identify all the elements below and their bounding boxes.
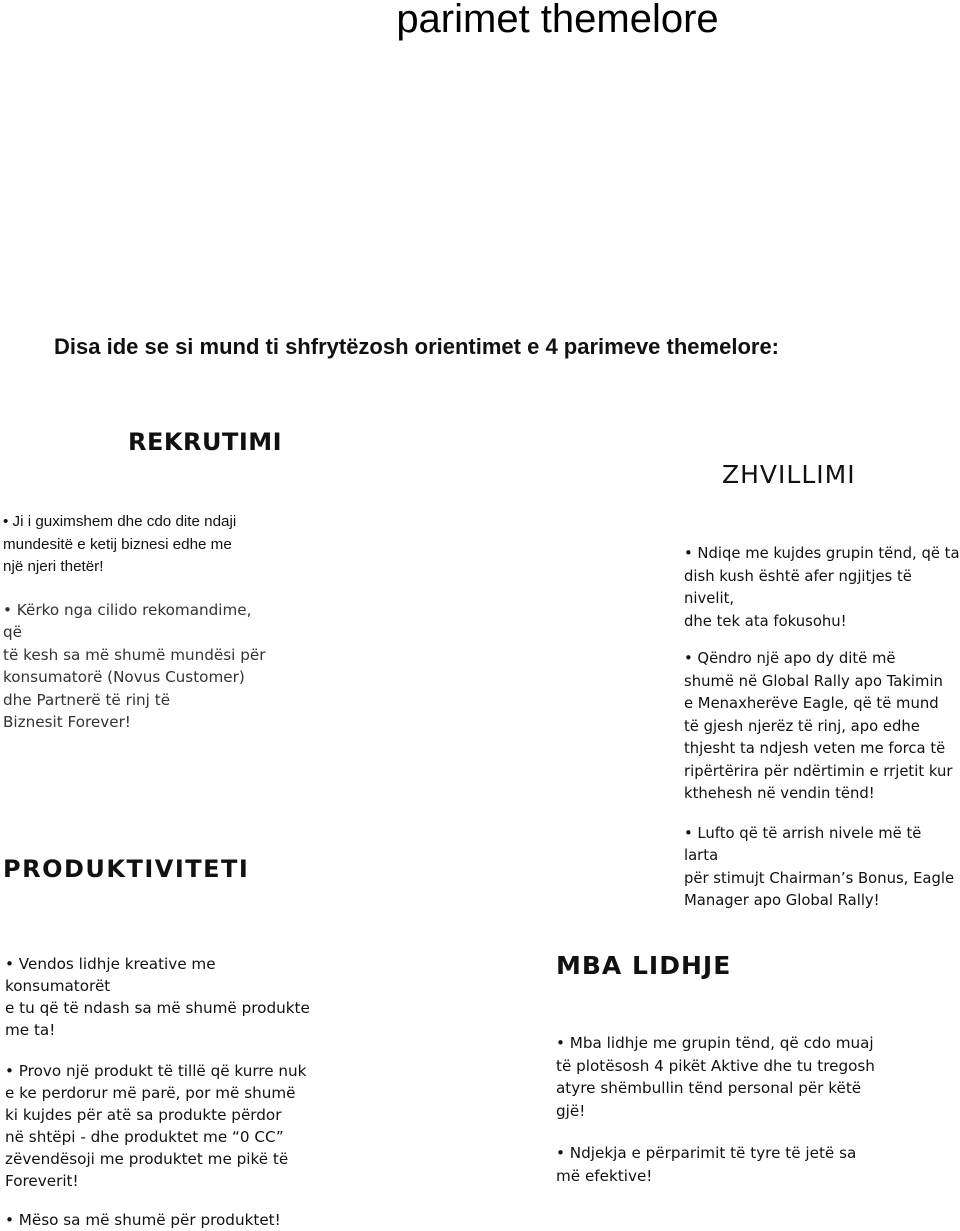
list-item [684, 823, 960, 913]
section-heading-rekrutimi: REKRUTIMI [128, 428, 283, 456]
text-line: shumë në Global Rally apo Takimin [684, 672, 943, 690]
text-line: të kesh sa më shumë mundësi për [3, 645, 266, 664]
text-line: dish kush është afer ngjitjes të nivelit, [684, 567, 912, 607]
text-line: • Qëndro një apo dy ditë më [684, 650, 896, 667]
list-item [3, 511, 275, 579]
list-item [684, 543, 960, 633]
section-heading-zhvillimi: ZHVILLIMI [722, 460, 856, 489]
text-line: mundesitë e ketij biznesi edhe me [3, 535, 232, 553]
text-line: konsumatorë (Novus Customer) [3, 668, 245, 686]
text-line: • Mëso sa më shumë për produktet! [5, 1211, 281, 1229]
text-line: e ke perdorur më parë, por më shumë [5, 1084, 296, 1102]
text-line: zëvendësoji me produktet me pikë të [5, 1150, 289, 1168]
text-line: ripërtërira për ndërtimin e rrjetit kur [684, 762, 953, 780]
list-item [556, 1142, 886, 1187]
text-line: e tu që të ndash sa më shumë produkte [5, 999, 310, 1017]
text-line: • Kërko nga cilido rekomandime, që [3, 600, 252, 641]
text-line: thjesht ta ndjesh veten me forca të [684, 740, 946, 757]
section-heading-produktiviteti: PRODUKTIVITETI [3, 855, 250, 883]
list-item [5, 1060, 325, 1192]
rekrutimi-bullet-list [3, 511, 275, 734]
text-line: dhe Partnerë të rinj të [3, 690, 171, 709]
text-line: Biznesit Forever! [3, 713, 131, 731]
text-line: në shtëpi - dhe produktet me “0 CC” [5, 1128, 284, 1146]
text-line: • Ndiqe me kujdes grupin tënd, që ta [684, 545, 960, 562]
text-line: më efektive! [556, 1166, 653, 1185]
list-item [5, 1209, 325, 1231]
zhvillimi-bullet-list [684, 543, 960, 913]
text-line: kthehesh në vendin tënd! [684, 785, 875, 802]
text-line: e Menaxherëve Eagle, që të mund [684, 695, 939, 712]
text-line: • Lufto që të arrish nivele më të larta [684, 824, 922, 864]
text-line: • Mba lidhje me grupin tënd, që cdo muaj [556, 1034, 874, 1052]
list-item [556, 1032, 886, 1122]
text-line: gjë! [556, 1101, 586, 1120]
list-item [684, 648, 960, 806]
text-line: • Ndjekja e përparimit të tyre të jetë sa [556, 1144, 857, 1162]
text-line: të gjesh njerëz të rinj, apo edhe [684, 717, 920, 735]
list-item [5, 953, 325, 1041]
text-line: • Provo një produkt të tillë që kurre nuk [5, 1062, 307, 1080]
text-line: një njeri thetër! [3, 558, 104, 575]
text-line: dhe tek ata fokusohu! [684, 612, 847, 630]
page-title: parimet themelore [396, 0, 719, 41]
list-item [3, 599, 275, 734]
text-line: për stimujt Chairman’s Bonus, Eagle [684, 869, 955, 887]
text-line: ki kujdes për atë sa produkte përdor [5, 1106, 282, 1124]
text-line: • Vendos lidhje kreative me konsumatorët [5, 955, 216, 995]
mba-lidhje-bullet-list [556, 1032, 886, 1187]
produktiviteti-bullet-list [5, 953, 325, 1231]
text-line: • Ji i guximshem dhe cdo dite ndaji [3, 513, 237, 530]
text-line: të plotësosh 4 pikët Aktive dhe tu tregosh [556, 1056, 875, 1075]
text-line: me ta! [5, 1021, 56, 1039]
text-line: Manager apo Global Rally! [684, 892, 880, 909]
subtitle: Disa ide se si mund ti shfrytëzosh orientimet e 4 parimeve themelore: [54, 334, 780, 359]
section-heading-mba-lidhje: MBA LIDHJE [556, 951, 732, 980]
text-line: atyre shëmbullin tënd personal për këtë [556, 1079, 862, 1097]
text-line: Foreverit! [5, 1172, 79, 1190]
